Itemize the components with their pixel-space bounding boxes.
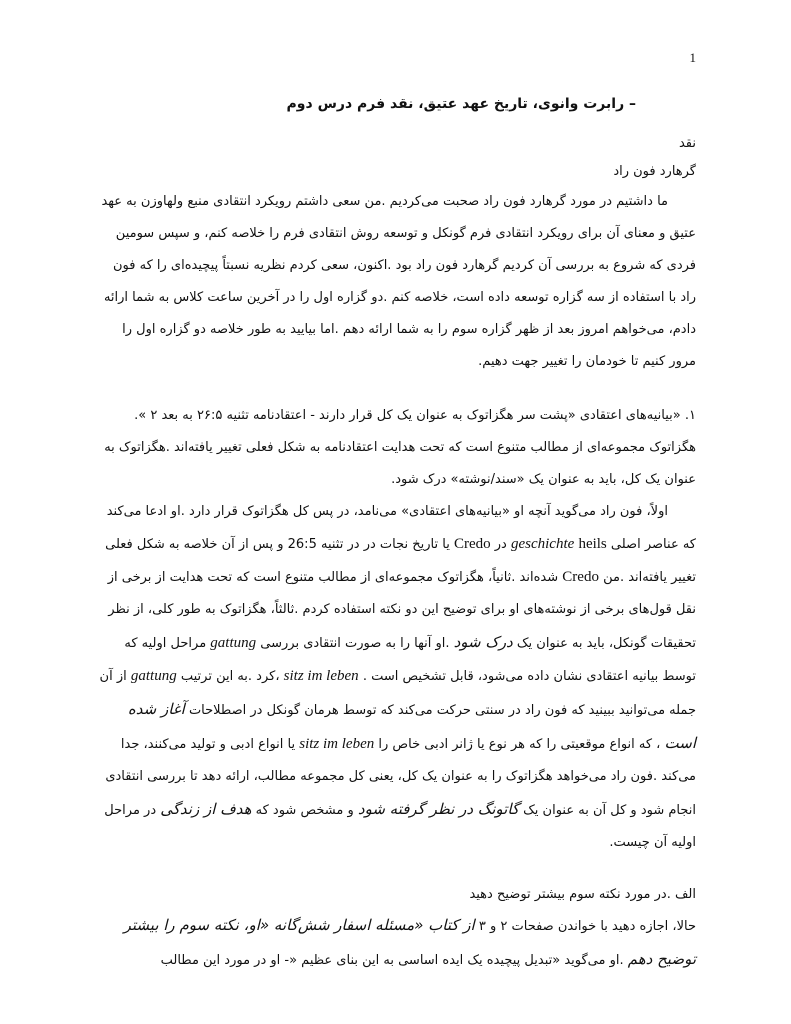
text-run: به شکل فعلی تغییر یافته‌اند .من bbox=[105, 537, 696, 585]
text-run: در bbox=[494, 537, 507, 552]
document-title: – رابرت وانوی، تاریخ عهد عتیق، نقد فرم درس دوم bbox=[286, 96, 636, 112]
term-sitz-im-leben: sitz im leben bbox=[299, 736, 375, 752]
text-run: در مراحل اولیه آن چیست. bbox=[104, 803, 696, 850]
term-geschichte: geschichte bbox=[510, 536, 575, 552]
subsection-heading: الف .در مورد نکته سوم بیشتر توضیح دهید bbox=[469, 887, 696, 902]
paragraph-explanation bbox=[95, 496, 696, 859]
term-gattung: gattung bbox=[130, 668, 177, 684]
emphasis-text: هدف از زندگی bbox=[160, 800, 252, 818]
emphasis-text: گاتونگ در نظر گرفته شود bbox=[357, 800, 520, 818]
term-gattung: gattung bbox=[210, 635, 257, 651]
text-run: اولاً، فون راد می‌گوید آنچه او «بیانیه‌های اعتقادی» می‌نامد، در پس کل هگزاتوک قرار دارد .او ادعا می‌کند که عناصر اصلی bbox=[106, 504, 696, 552]
text-run: .او آنها را به صورت انتقادی بررسی bbox=[260, 636, 450, 651]
paragraph-gap bbox=[95, 378, 696, 400]
term-sitz-im-leben: sitz im leben bbox=[283, 668, 359, 684]
section-heading-critique: نقد bbox=[678, 136, 696, 151]
emphasis-text: از کتاب «مسئله اسفار شش‌گانه «او، نکته سوم را بیشتر توضیح دهم bbox=[123, 916, 696, 968]
paragraph-third-point bbox=[95, 909, 696, 977]
paragraph-intro: ما داشتیم در مورد گرهارد فون راد صحبت می‌کردیم .من سعی داشتم رویکرد انتقادی منبع ولهاوزن به عهد عتیق و معنای آن برای رویکرد انتقادی فرم گونکل و توسعه روش انتقادی فرم را خلاصه کنم، و سپس سومین فردی که شروع به بررسی آن کردیم گرهارد فون راد بود .اکنون، سعی کردم نظریه نسبتاً پیچیده‌ای را که فون راد با استفاده از سه گزاره توسعه داده است، خلاصه کنم .دو گزاره اول را در آخرین ساعت کلاس به شما ارائه دادم، می‌خواهم امروز بعد از ظهر گزاره سوم را به شما ارائه دهم .اما بیایید به طور خلاصه دو گزاره اول را مرور کنیم تا خودمان را تغییر جهت دهیم. bbox=[101, 194, 696, 369]
page-number: 1 bbox=[689, 50, 696, 65]
text-run: شده‌اند .ثانیاً، هگزاتوک مجموعه‌ای از مطالب متنوع است که تحت هدایت از برخی از نقل قول‌های برخی از نوشته‌های او برای توضیح این دو نکته استفاده کردم .ثالثاً، هگزاتوک به طور کلی، از نظر تحقیقات گونکل، باید به عنوان یک bbox=[107, 570, 696, 651]
paragraph-proposition-one: ۱. «بیانیه‌های اعتقادی «پشت سر هگزاتوک به عنوان یک کل قرار دارند - اعتقادنامه تثنیه ۲۶:۵ به بعد ۲ ». هگزاتوک مجموعه‌ای از مطالب متنوع است که تحت هدایت اعتقادنامه به شکل فعلی تغییر یافته‌اند .هگزاتوک به عنوان یک کل، باید به عنوان یک «سند/نوشته» درک شود. bbox=[104, 408, 696, 487]
text-run: و مشخص شود که bbox=[255, 803, 354, 818]
term-credo: Credo bbox=[453, 536, 491, 552]
text-run: مراحل اولیه که توسط بیانیه اعتقادی نشان داده می‌شود، قابل تشخیص است . bbox=[124, 636, 696, 684]
text-run: از آن جمله می‌توانید ببینید که فون راد در سنتی حرکت می‌کند که توسط هرمان گونکل در اصطلاحات bbox=[99, 669, 696, 718]
text-run: در تثنیه 26:5 و پس از آن خلاصه bbox=[183, 537, 360, 552]
term-credo: Credo bbox=[562, 569, 599, 585]
section-heading-von-rad: گرهارد فون راد bbox=[613, 164, 696, 179]
text-run: ، که انواع موقعیتی را که هر نوع یا ژانر ادبی خاص را bbox=[378, 737, 661, 752]
text-run: یا انواع ادبی و تولید می‌کنند، جدا می‌کند .فون راد می‌خواهد هگزاتوک را به عنوان یک کل، یعنی کل مجموعه مطالب، ارائه دهد تا بررسی انتقادی انجام شود و کل آن به عنوان یک bbox=[105, 737, 696, 818]
text-run: یا تاریخ نجات در bbox=[363, 537, 450, 552]
text-run: ،کرد .به این ترتیب bbox=[180, 669, 280, 684]
document-body bbox=[95, 92, 696, 977]
term-heils: heils bbox=[578, 536, 607, 552]
emphasis-text: آغاز شده است bbox=[127, 700, 696, 752]
emphasis-text: درک شود bbox=[453, 633, 513, 651]
text-run: .او می‌گوید «تبدیل پیچیده یک ایده اساسی به این بنای عظیم «- او در مورد این مطالب bbox=[160, 953, 624, 968]
text-run: حالا، اجازه دهید با خواندن صفحات ۲ و ۳ bbox=[478, 919, 696, 934]
paragraph-gap bbox=[95, 859, 696, 881]
